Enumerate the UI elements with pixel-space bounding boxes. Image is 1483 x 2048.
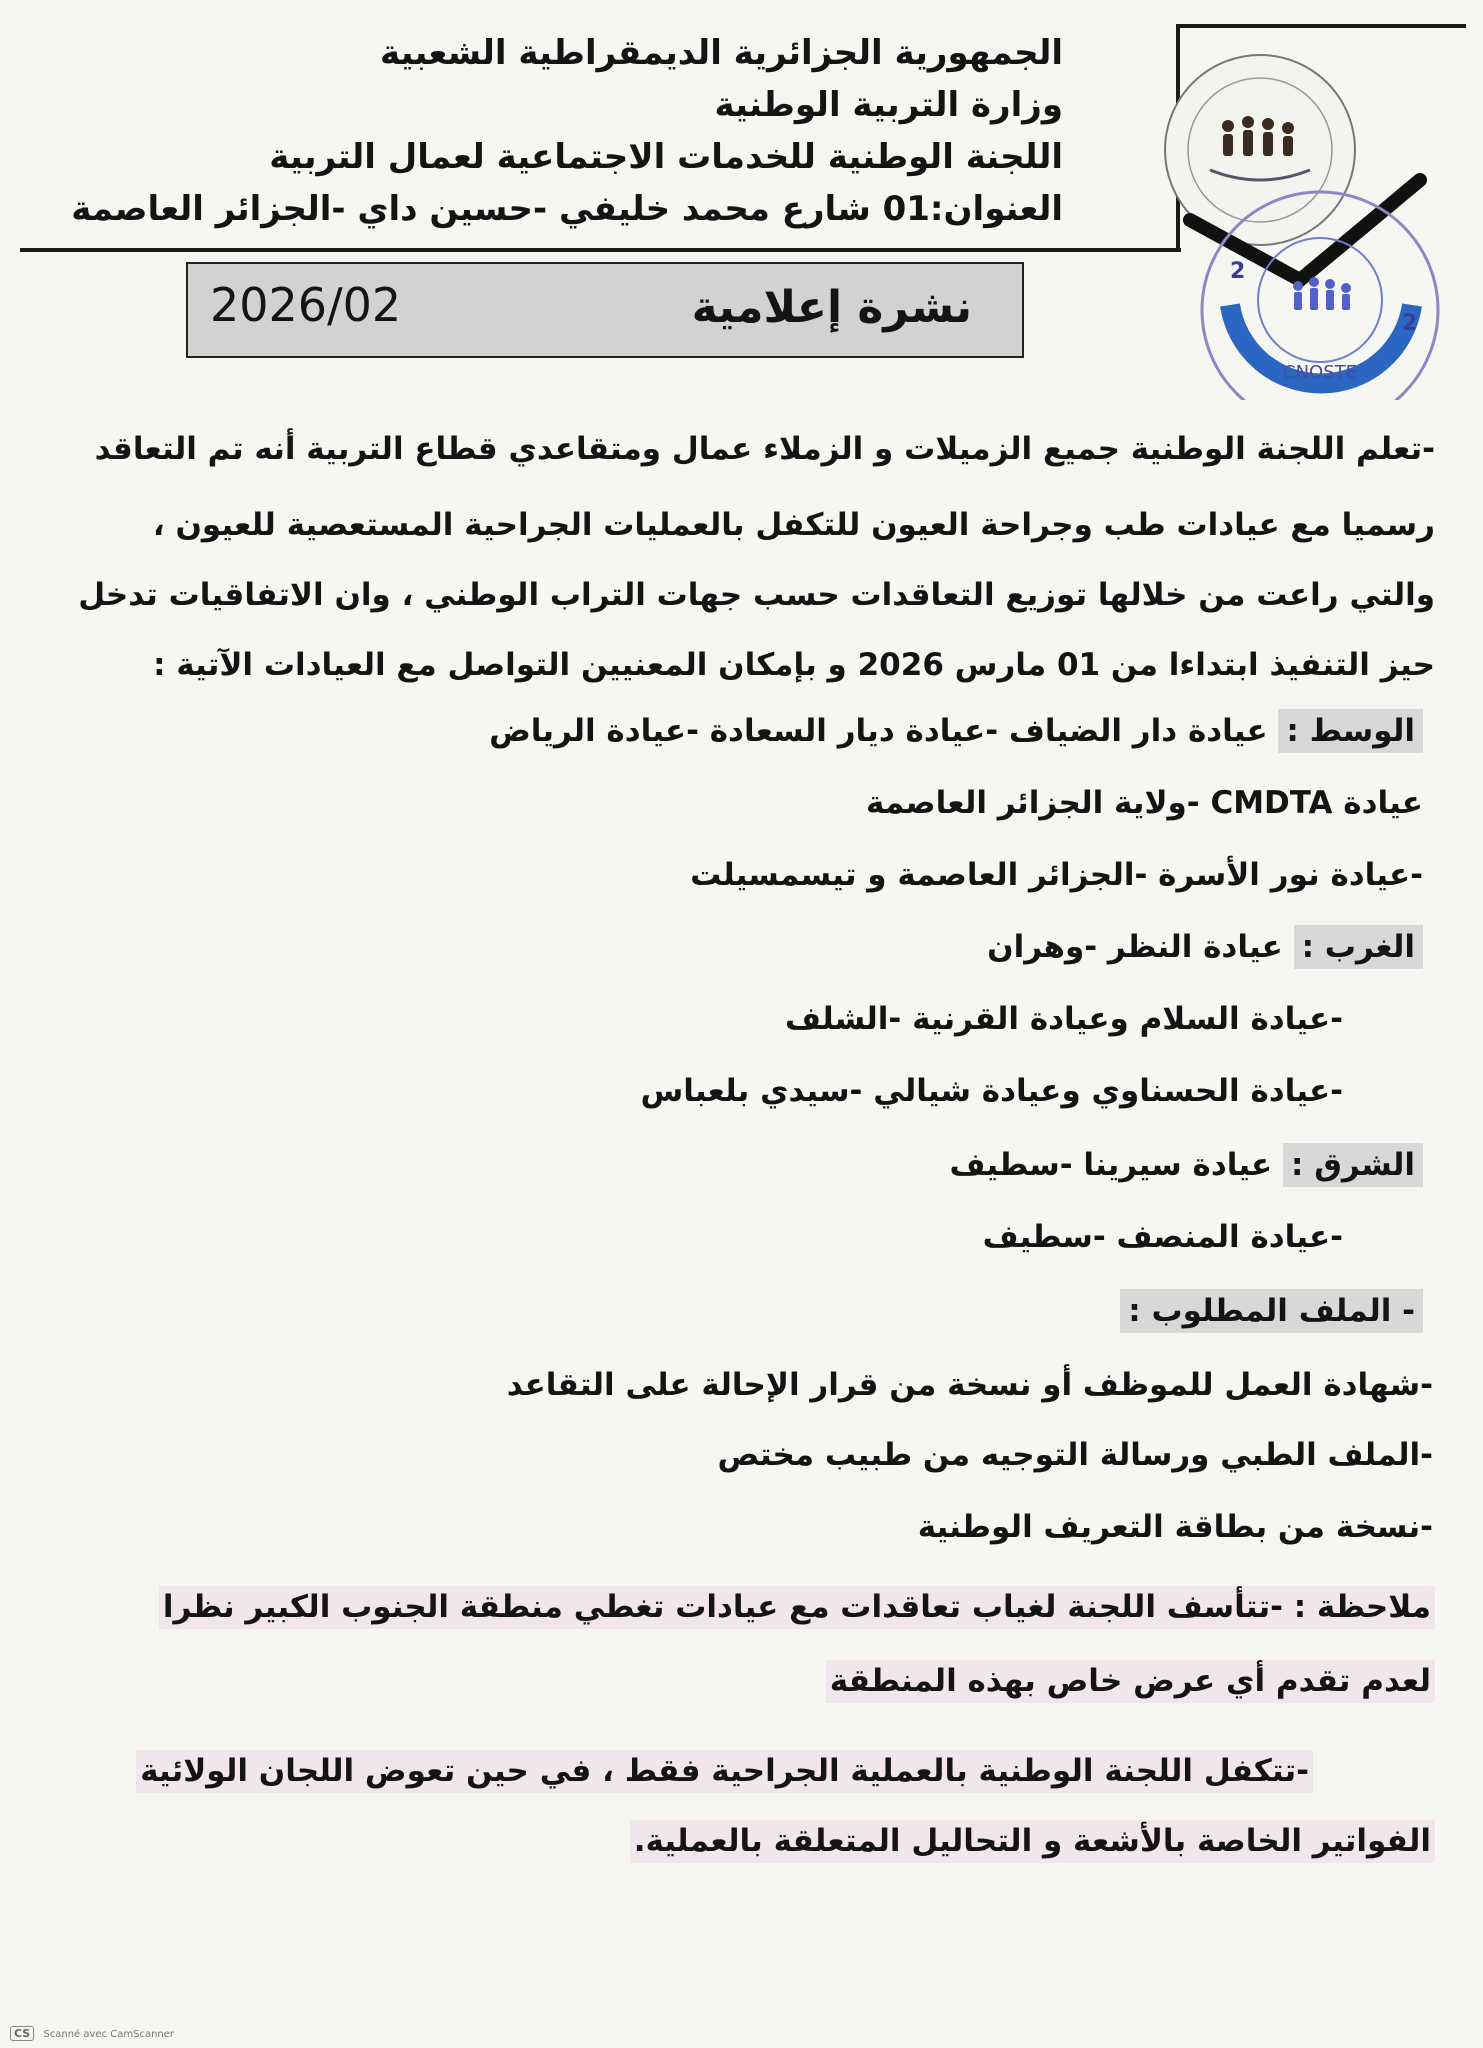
stamp-label: CNOSTE xyxy=(1283,362,1357,383)
note-line-1: ملاحظة : -تتأسف اللجنة لغياب تعاقدات مع عيادات تغطي منطقة الجنوب الكبير نظرا xyxy=(159,1586,1435,1629)
intro-line-4: حيز التنفيذ ابتداءا من 01 مارس 2026 و بإمكان المعنيين التواصل مع العيادات الآتية : xyxy=(153,647,1435,683)
header-republic: الجمهورية الجزائرية الديمقراطية الشعبية xyxy=(380,33,1063,73)
region-west-line-3: -عيادة الحسناوي وعيادة شيالي -سيدي بلعباس xyxy=(640,1073,1343,1109)
header-divider xyxy=(20,248,1181,252)
region-east-line-2: -عيادة المنصف -سطيف xyxy=(982,1219,1343,1255)
required-item-1: -شهادة العمل للموظف أو نسخة من قرار الإحالة على التقاعد xyxy=(506,1367,1433,1403)
region-center-line-2: عيادة CMDTA -ولاية الجزائر العاصمة xyxy=(866,785,1423,821)
region-west-clinics: عيادة النظر -وهران xyxy=(987,929,1283,965)
region-west xyxy=(987,929,1423,965)
region-west-line-2: -عيادة السلام وعيادة القرنية -الشلف xyxy=(785,1001,1343,1037)
stamp-number-right: 2 xyxy=(1402,311,1418,336)
camscanner-footer xyxy=(10,2026,174,2041)
region-center xyxy=(489,713,1423,749)
stamp-number-left: 2 xyxy=(1230,259,1246,284)
region-west-label: الغرب : xyxy=(1294,925,1423,969)
header-address: العنوان:01 شارع محمد خليفي -حسين داي -الجزائر العاصمة xyxy=(71,189,1063,229)
region-center-label: الوسط : xyxy=(1278,709,1423,753)
intro-line-1: -تعلم اللجنة الوطنية جميع الزميلات و الزملاء عمال ومتقاعدي قطاع التربية أنه تم التعاقد xyxy=(94,431,1435,467)
intro-line-2: رسميا مع عيادات طب وجراحة العيون للتكفل بالعمليات الجراحية المستعصية للعيون ، xyxy=(152,507,1435,543)
required-item-3: -نسخة من بطاقة التعريف الوطنية xyxy=(917,1509,1433,1545)
region-center-clinics: عيادة دار الضياف -عيادة ديار السعادة -عيادة الرياض xyxy=(489,713,1268,749)
camscanner-text: Scanné avec CamScanner xyxy=(43,2029,175,2040)
region-east xyxy=(949,1147,1423,1183)
header-ministry: وزارة التربية الوطنية xyxy=(714,85,1063,125)
region-east-label: الشرق : xyxy=(1283,1143,1423,1187)
region-east-clinics: عيادة سيرينا -سطيف xyxy=(949,1147,1273,1183)
intro-line-3: والتي راعت من خلالها توزيع التعاقدات حسب جهات التراب الوطني ، وان الاتفاقيات تدخل xyxy=(78,577,1435,613)
note-line-2: لعدم تقدم أي عرض خاص بهذه المنطقة xyxy=(826,1660,1435,1703)
camscanner-badge: CS xyxy=(10,2026,34,2041)
required-item-2: -الملف الطبي ورسالة التوجيه من طبيب مختص xyxy=(717,1437,1433,1473)
cnoste-stamp xyxy=(1150,30,1450,400)
bulletin-date: 2026/02 xyxy=(210,278,402,332)
note-line-4: الفواتير الخاصة بالأشعة و التحاليل المتعلقة بالعملية. xyxy=(630,1820,1435,1863)
bulletin-title: نشرة إعلامية xyxy=(691,282,972,333)
bulletin-title-box xyxy=(186,262,1024,358)
required-file xyxy=(1120,1293,1423,1329)
required-file-label: - الملف المطلوب : xyxy=(1120,1289,1423,1333)
header-divider-top xyxy=(1176,24,1466,28)
note-line-3: -تتكفل اللجنة الوطنية بالعملية الجراحية فقط ، في حين تعوض اللجان الولائية xyxy=(136,1750,1313,1793)
region-center-line-3: -عيادة نور الأسرة -الجزائر العاصمة و تيسمسيلت xyxy=(690,857,1423,893)
header-committee: اللجنة الوطنية للخدمات الاجتماعية لعمال التربية xyxy=(269,137,1063,177)
